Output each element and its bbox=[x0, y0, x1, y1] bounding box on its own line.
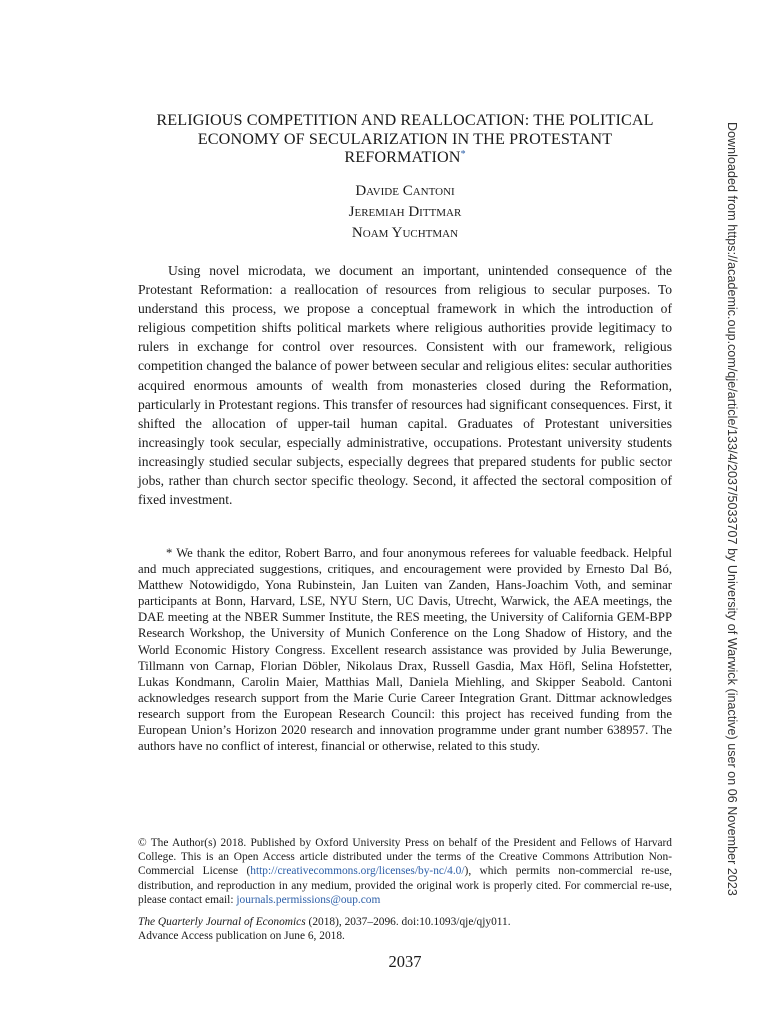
abstract-paragraph: Using novel microdata, we document an important, unintended consequence of the Protestant Reformation: a reallocation of resources from religious to secular purposes. To understand this process, we propose a conceptual framework in which the introduction of religious competition shifts political markets where religious authorities provide legitimacy to rulers in exchange for control over resources. Consistent with our framework, religious competition changed the balance of power between secular and religious elites: secular authorities acquired enormous amounts of wealth from monasteries closed during the Reformation, particularly in Protestant regions. This transfer of resources had significant consequences. First, it shifted the allocation of upper-tail human capital. Graduates of Protestant universities increasingly took secular, especially administrative, occupations. Protestant university students increasingly studied secular subjects, especially degrees that prepared students for public sector jobs, rather than church sector specific theology. Second, it affected the sectoral composition of fixed investment. bbox=[138, 263, 672, 508]
article-title bbox=[138, 111, 672, 167]
advance-access-line: Advance Access publication on June 6, 2018. bbox=[138, 930, 345, 943]
author-name: Noam Yuchtman bbox=[351, 225, 459, 241]
journal-name: The Quarterly Journal of Economics bbox=[138, 916, 306, 928]
acknowledgment-footnote: * We thank the editor, Robert Barro, and four anonymous referees for valuable feedback. Helpful and much appreciated suggestions, critiques, and encouragement were provided by Ernesto Dal Bó, Matthew Notowidigdo, Yona Rubinstein, Jan Luiten van Zanden, Hans-Joachim Voth, and seminar participants at Bonn, Harvard, LSE, NYU Stern, UC Davis, Utrecht, Warwick, the AEA meetings, the DAE meeting at the NBER Summer Institute, the RES meeting, the University of California GEM-BPP Research Workshop, the University of Munich Conference on the Long Shadow of History, and the World Economic History Congress. Excellent research assistance was provided by Julia Bewerunge, Tillmann von Carnap, Florian Döbler, Nikolaus Drax, Russell Gasdia, Max Höfl, Selina Hofstetter, Lukas Kondmann, Carolin Maier, Matthias Mall, Daniela Miehling, and Skipper Seabold. Cantoni acknowledges research support from the Marie Curie Career Integration Grant. Dittmar acknowledges research support from the European Research Council: this project has received funding from the European Union’s Horizon 2020 research and innovation programme under grant number 638957. The authors have no conflict of interest, financial or otherwise, related to this study. bbox=[138, 546, 672, 754]
author-name: Jeremiah Dittmar bbox=[348, 204, 462, 220]
journal-citation: (2018), 2037–2096. doi:10.1093/qje/qjy011. bbox=[305, 916, 511, 928]
title-footnote-mark[interactable]: * bbox=[460, 149, 466, 161]
publication-info bbox=[138, 915, 672, 943]
page-number: 2037 bbox=[388, 952, 422, 971]
journal-citation-line bbox=[138, 915, 672, 929]
article-title-text: RELIGIOUS COMPETITION AND REALLOCATION: THE POLITICAL ECONOMY OF SECULARIZATION IN THE PROTESTANT REFORMATION bbox=[156, 111, 654, 167]
download-watermark bbox=[723, 122, 743, 898]
permissions-email-link[interactable]: journals.permissions@oup.com bbox=[236, 893, 381, 906]
copyright-text-start: © The Author(s) 2018. Published by Oxford University Press on behalf of the President and Fellows of Harvard College. This is an Open Access article distributed under the terms of the Creative Commons Attribution Non-Commercial License ( bbox=[138, 837, 672, 878]
copyright-notice bbox=[138, 836, 672, 907]
copyright-text-middle: ), which permits non-commercial re-use, distribution, and reproduction in any medium, provided the original work is properly cited. For commercial re-use, please contact email: bbox=[138, 865, 672, 906]
author-name: Davide Cantoni bbox=[355, 183, 455, 199]
author-list bbox=[138, 181, 672, 244]
license-link[interactable]: http://creativecommons.org/licenses/by-nc/4.0/ bbox=[250, 865, 465, 878]
download-watermark-text: Downloaded from https://academic.oup.com/qje/article/133/4/2037/5033707 by University of Warwick (inactive) user on 06 November 2023 bbox=[725, 122, 739, 896]
